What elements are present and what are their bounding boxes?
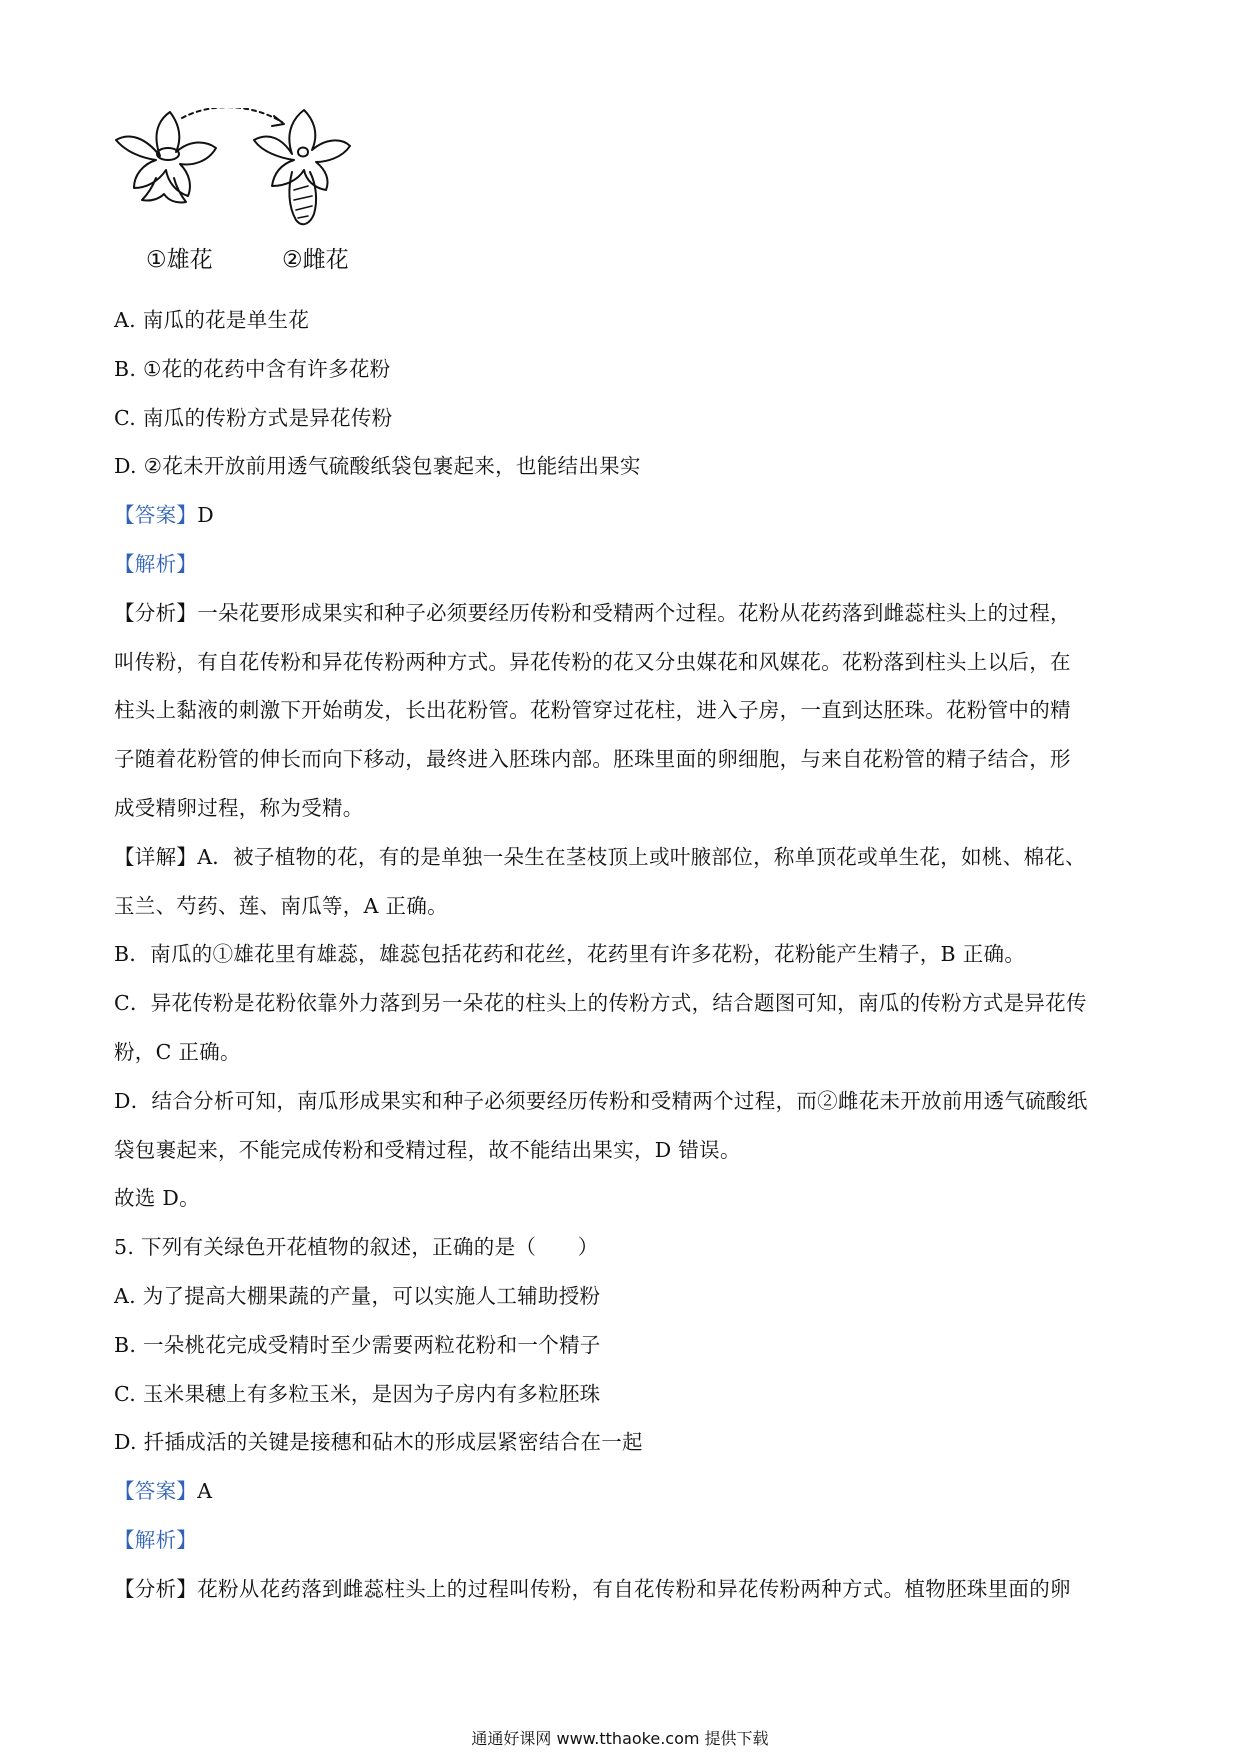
xiangjie-tag: 【详解】 (114, 844, 198, 869)
q4-fenxi-5: 成受精卵过程，称为受精。 (114, 795, 364, 820)
q4-answer (114, 491, 1134, 540)
pollination-arrow (182, 108, 282, 122)
jiexi-tag: 【解析】 (114, 1527, 198, 1552)
answer-value: A (197, 1479, 213, 1504)
q4-xiangjie-1 (114, 833, 1134, 882)
jiexi-tag: 【解析】 (114, 551, 198, 576)
female-flower-label: ②雌花 (282, 247, 349, 273)
xiangjie-text: A．被子植物的花，有的是单独一朵生在茎枝顶上或叶腋部位，称单顶花或单生花，如桃、棉花、 (197, 844, 1086, 869)
q4-option-b: B. ①花的花药中含有许多花粉 (114, 356, 391, 381)
q4-xiangjie-3: B．南瓜的①雄花里有雄蕊，雄蕊包括花药和花丝，花药里有许多花粉，花粉能产生精子，B 正确。 (114, 942, 1026, 967)
q4-jiexi (114, 540, 1134, 589)
answer-tag: 【答案】 (114, 503, 198, 528)
q5-option-a: A. 为了提高大棚果蔬的产量，可以实施人工辅助授粉 (114, 1283, 601, 1308)
page-footer: 通通好课网 www.tthaoke.com 提供下载 (471, 1729, 769, 1748)
q5-jiexi (114, 1516, 1134, 1565)
q5-option-d: D. 扦插成活的关键是接穗和砧木的形成层紧密结合在一起 (114, 1430, 643, 1455)
q4-fenxi-1 (114, 589, 1134, 638)
female-flower-petals (254, 110, 350, 190)
q4-xiangjie-5: 粉，C 正确。 (114, 1039, 241, 1064)
q4-conclusion: 故选 D。 (114, 1186, 200, 1211)
q4-option-d: D. ②花未开放前用透气硫酸纸袋包裹起来，也能结出果实 (114, 454, 641, 479)
page-body (114, 296, 1134, 1614)
q4-fenxi-3: 柱头上黏液的刺激下开始萌发，长出花粉管。花粉管穿过花柱，进入子房，一直到达胚珠。花粉管中的精 (114, 698, 1071, 723)
q4-option-c: C. 南瓜的传粉方式是异花传粉 (114, 405, 393, 430)
pumpkin-flower-figure (112, 108, 412, 278)
q4-xiangjie-6: D．结合分析可知，南瓜形成果实和种子必须要经历传粉和受精两个过程，而②雌花未开放前用透气硫酸纸 (114, 1088, 1088, 1113)
male-flower-petals (116, 112, 216, 196)
q5-fenxi (114, 1565, 1134, 1614)
q4-fenxi-2: 叫传粉，有自花传粉和异花传粉两种方式。异花传粉的花又分虫媒花和风媒花。花粉落到柱头上以后，在 (114, 649, 1071, 674)
q4-option-a: A. 南瓜的花是单生花 (114, 308, 310, 332)
q4-xiangjie-2: 玉兰、芍药、莲、南瓜等，A 正确。 (114, 893, 448, 918)
q4-xiangjie-7: 袋包裹起来，不能完成传粉和受精过程，故不能结出果实，D 错误。 (114, 1137, 741, 1162)
answer-tag: 【答案】 (114, 1479, 198, 1504)
q4-xiangjie-4: C．异花传粉是花粉依靠外力落到另一朵花的柱头上的传粉方式，结合题图可知，南瓜的传粉方式是异花传 (114, 991, 1087, 1016)
answer-value: D (197, 503, 214, 528)
male-flower-base (142, 178, 186, 203)
female-flower-stigma (298, 148, 308, 157)
fenxi-tag: 【分析】 (114, 1576, 198, 1601)
male-flower-label: ①雄花 (146, 247, 213, 273)
fenxi-tag: 【分析】 (114, 600, 198, 625)
q5-answer (114, 1467, 1134, 1516)
q5-option-c: C. 玉米果穗上有多粒玉米，是因为子房内有多粒胚珠 (114, 1381, 601, 1406)
q5-stem: 5. 下列有关绿色开花植物的叙述，正确的是（ ） (114, 1235, 599, 1260)
flower-diagram (112, 108, 412, 238)
fenxi-text: 一朵花要形成果实和种子必须要经历传粉和受精两个过程。花粉从花药落到雌蕊柱头上的过程， (197, 600, 1071, 625)
q5-option-b: B. 一朵桃花完成受精时至少需要两粒花粉和一个精子 (114, 1332, 601, 1357)
fenxi-text: 花粉从花药落到雌蕊柱头上的过程叫传粉，有自花传粉和异花传粉两种方式。植物胚珠里面的卵 (197, 1576, 1071, 1601)
q4-fenxi-4: 子随着花粉管的伸长而向下移动，最终进入胚珠内部。胚珠里面的卵细胞，与来自花粉管的精子结合，形 (114, 747, 1071, 772)
